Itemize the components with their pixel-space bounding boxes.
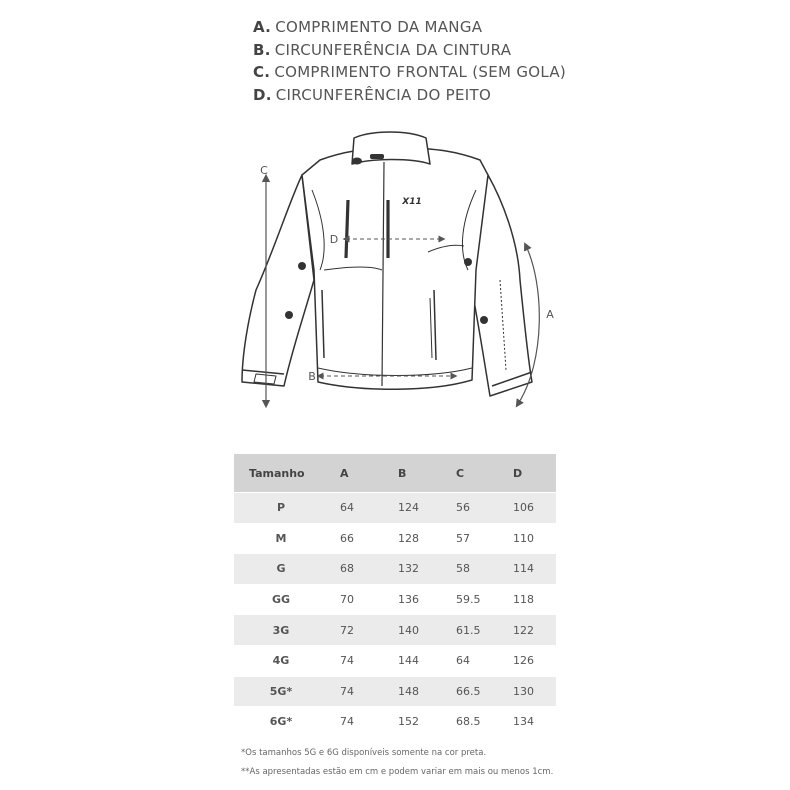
legend-key: D. [253,86,272,105]
value-d-cell: 110 [513,523,556,554]
footnote-units: **As apresentadas estão em cm e podem variar em mais ou menos 1cm. [241,767,554,777]
table-row [234,523,556,554]
value-b-cell: 124 [398,493,456,524]
table-row [234,615,556,646]
value-d-cell: 114 [513,554,556,585]
value-d-cell: 130 [513,676,556,707]
jacket-measurement-diagram [232,120,572,420]
legend-text: COMPRIMENTO FRONTAL (SEM GOLA) [274,63,567,82]
value-c-cell: 68.5 [456,707,513,737]
value-b-cell: 132 [398,554,456,585]
legend-item-d [253,84,566,107]
legend-key: B. [253,40,271,59]
table-header-row [234,454,556,493]
size-cell: M [234,523,340,554]
legend-text: CIRCUNFERÊNCIA DO PEITO [275,86,492,105]
measure-a-label: A [546,308,554,321]
value-c-cell: 56 [456,493,513,524]
value-c-cell: 61.5 [456,615,513,646]
header-c: C [456,454,513,493]
table-row [234,676,556,707]
measure-d-label: D [329,233,339,246]
header-a: A [340,454,398,493]
value-a-cell: 70 [340,584,398,615]
size-cell: 3G [234,615,340,646]
value-a-cell: 74 [340,676,398,707]
value-b-cell: 148 [398,676,456,707]
size-cell: GG [234,584,340,615]
legend-text: CIRCUNFERÊNCIA DA CINTURA [274,40,512,59]
header-d: D [513,454,556,493]
table-row [234,554,556,585]
size-table [234,454,556,737]
size-cell: G [234,554,340,585]
size-cell: P [234,493,340,524]
legend-text: COMPRIMENTO DA MANGA [275,18,483,36]
measure-c-label: C [260,164,268,177]
legend-key: A. [253,18,272,36]
value-d-cell: 126 [513,645,556,676]
value-d-cell: 106 [513,493,556,524]
footnote-availability: *Os tamanhos 5G e 6G disponíveis somente na cor preta. [241,748,487,758]
measure-b-label: B [308,370,316,383]
table-row [234,645,556,676]
table-row [234,584,556,615]
value-b-cell: 136 [398,584,456,615]
value-a-cell: 74 [340,707,398,737]
value-a-cell: 74 [340,645,398,676]
value-a-cell: 68 [340,554,398,585]
value-a-cell: 64 [340,493,398,524]
header-tamanho: Tamanho [234,454,340,493]
legend-item-a [253,16,566,39]
size-cell: 4G [234,645,340,676]
size-cell: 5G* [234,676,340,707]
value-c-cell: 57 [456,523,513,554]
brand-logo: X11 [402,197,422,207]
value-c-cell: 58 [456,554,513,585]
table-row [234,707,556,737]
value-a-cell: 72 [340,615,398,646]
footnotes [241,744,553,782]
jacket-illustration [242,132,532,396]
value-b-cell: 152 [398,707,456,737]
header-b: B [398,454,456,493]
legend-item-c [253,61,566,84]
value-c-cell: 66.5 [456,676,513,707]
value-d-cell: 118 [513,584,556,615]
legend-key: C. [253,63,271,82]
value-c-cell: 59.5 [456,584,513,615]
value-c-cell: 64 [456,645,513,676]
value-b-cell: 128 [398,523,456,554]
value-a-cell: 66 [340,523,398,554]
table-row [234,493,556,524]
measurement-legend [253,16,566,107]
value-b-cell: 140 [398,615,456,646]
legend-item-b [253,39,566,62]
value-d-cell: 122 [513,615,556,646]
value-b-cell: 144 [398,645,456,676]
size-cell: 6G* [234,707,340,737]
value-d-cell: 134 [513,707,556,737]
